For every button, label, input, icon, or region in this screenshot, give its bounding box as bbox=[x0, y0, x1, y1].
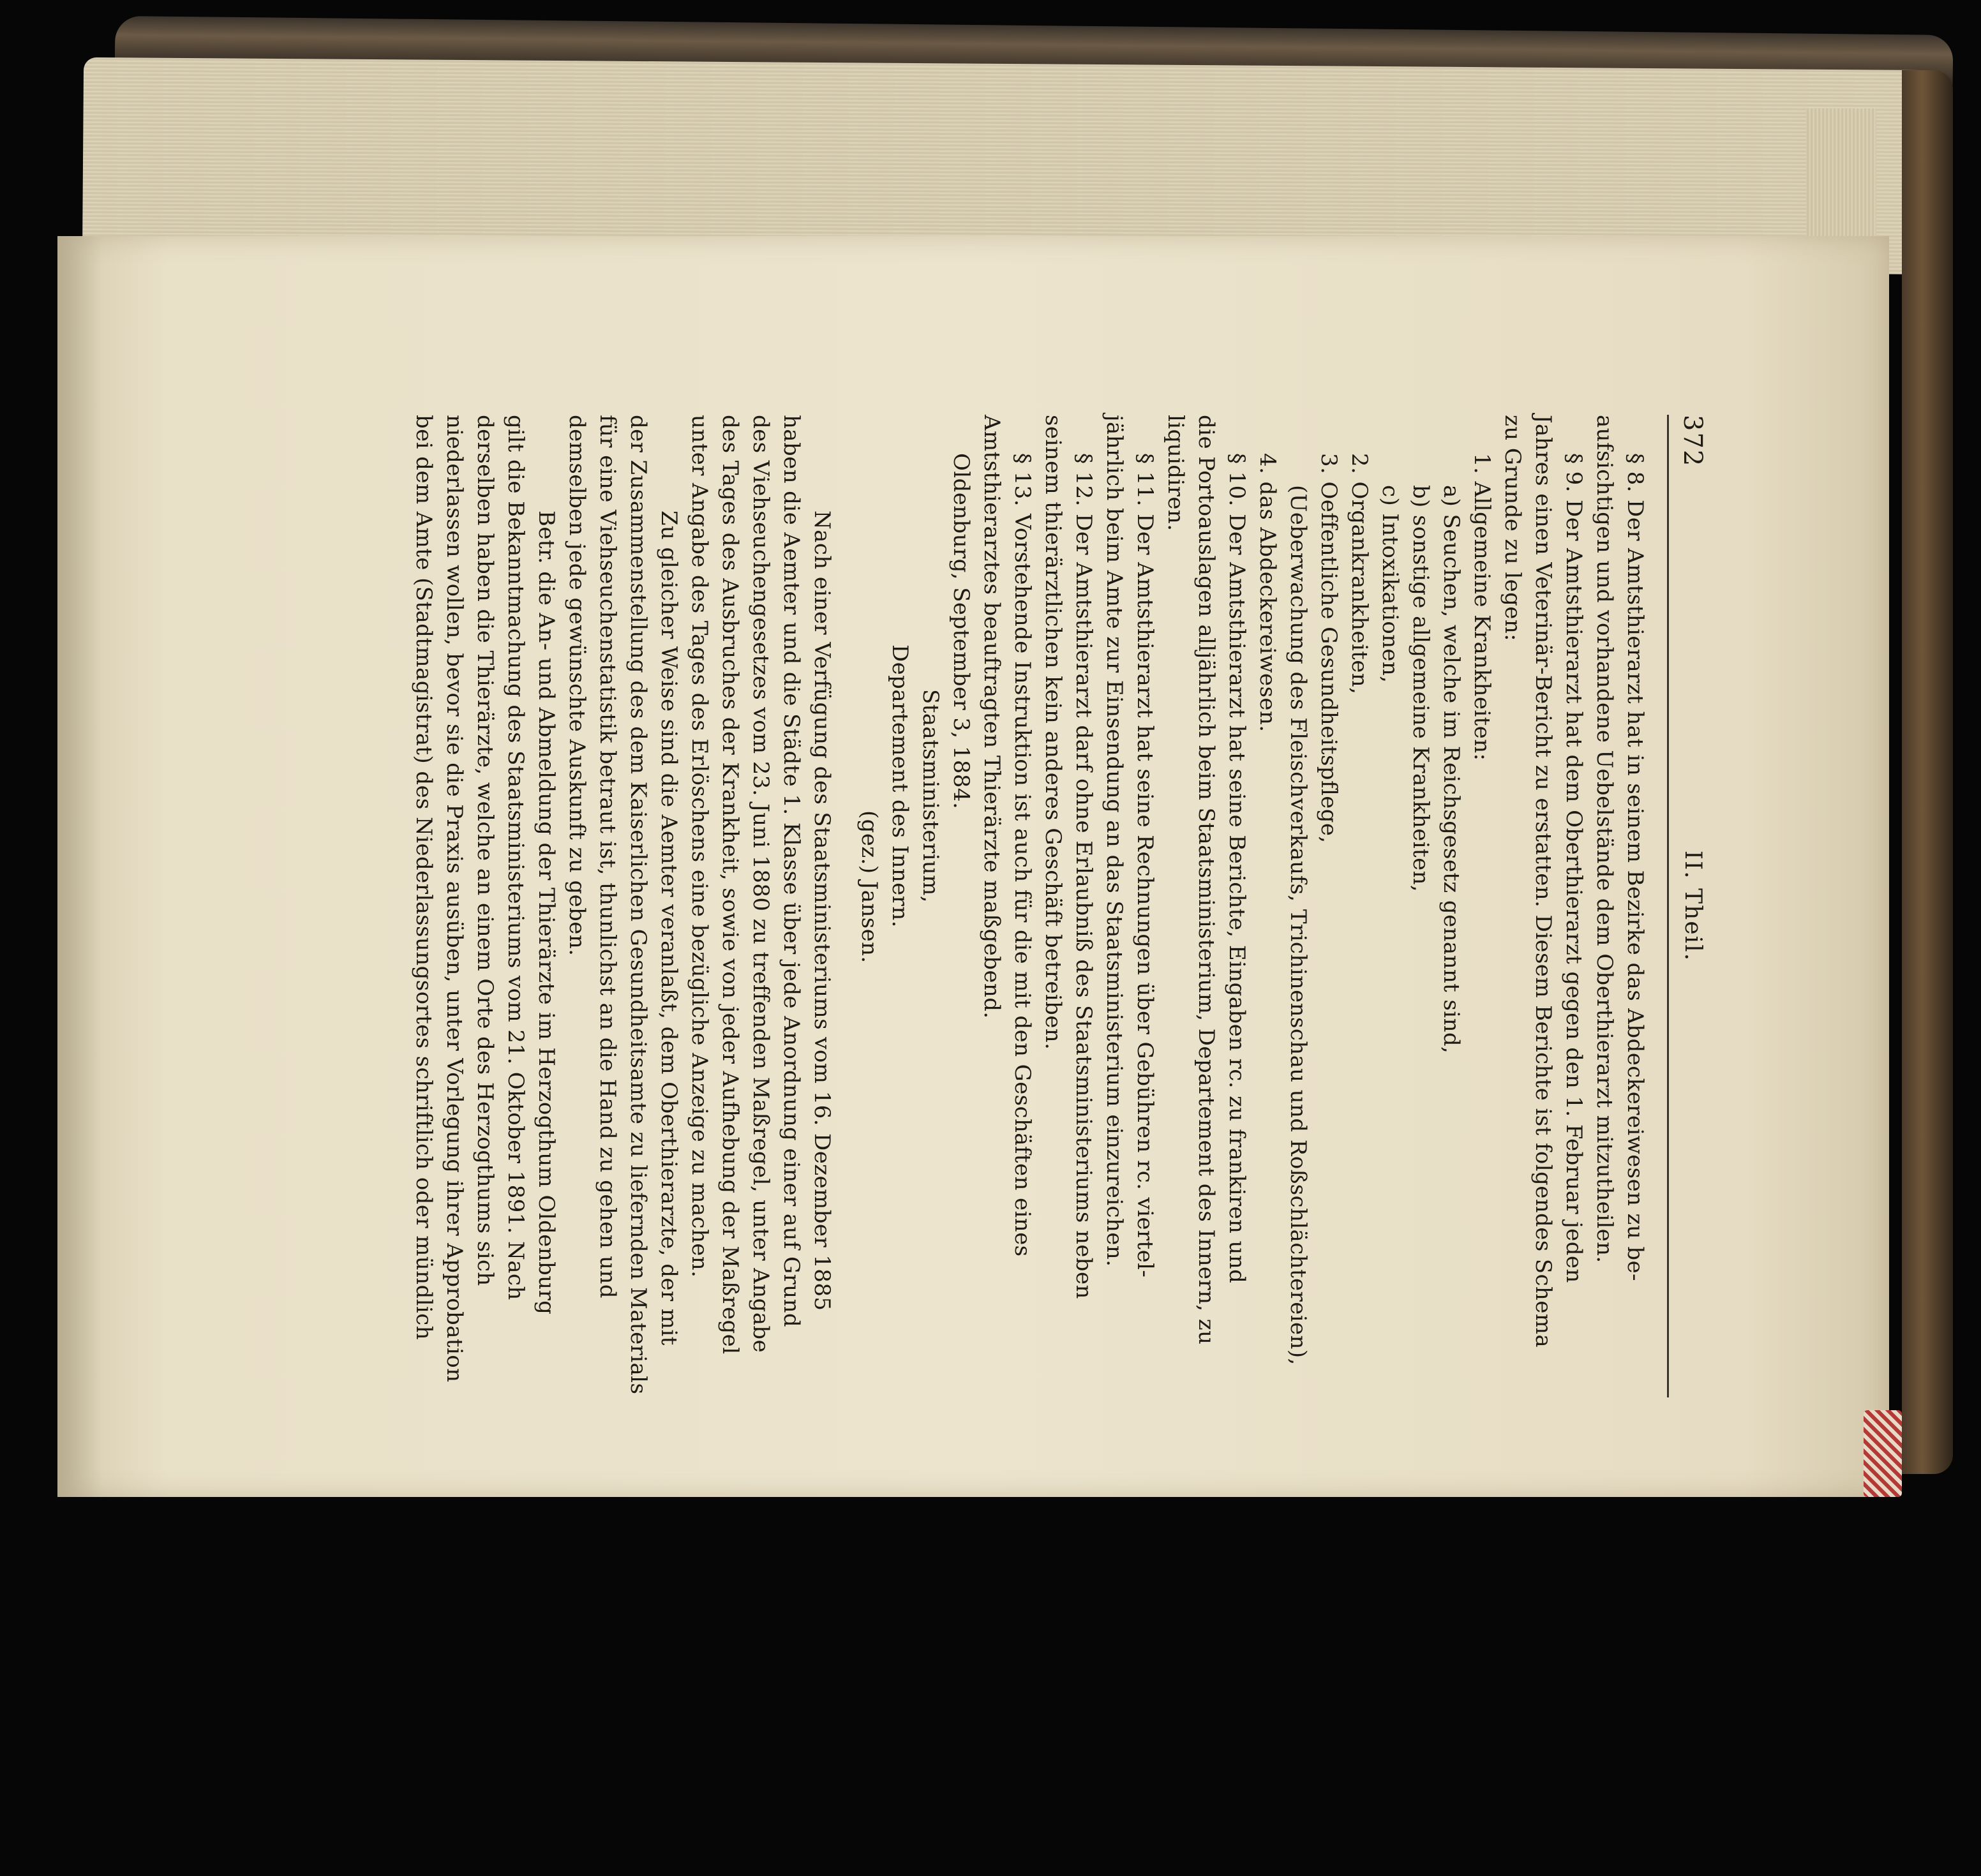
text-line: jährlich beim Amte zur Einsendung an das Staatsministerium einzureichen. bbox=[1102, 415, 1127, 1267]
running-head bbox=[1667, 415, 1714, 1397]
text-line: Betr. die An- und Abmeldung der Thierärzte im Herzogthum Oldenburg bbox=[534, 510, 559, 1315]
text-line: § 8. Der Amtsthierarzt hat in seinem Bezirke das Abdeckereiwesen zu be- bbox=[1622, 453, 1648, 1281]
text-line: gilt die Bekanntmachung des Staatsministeriums vom 21. Oktober 1891. Nach bbox=[503, 415, 528, 1300]
text-line: 4. das Abdeckereiwesen. bbox=[1255, 453, 1280, 733]
text-line: a) Seuchen, welche im Reichsgesetz genannt sind, bbox=[1439, 485, 1464, 1054]
bookmark-ribbon bbox=[1864, 1410, 1902, 1497]
text-line: die Portoauslagen alljährlich beim Staatsministerium, Departement des Innern, zu bbox=[1193, 415, 1219, 1345]
page-text bbox=[252, 415, 1714, 1397]
signature-line: (gez.) Jansen. bbox=[856, 810, 882, 964]
text-line: bei dem Amte (Stadtmagistrat) des Niederlassungsortes schriftlich oder mündlich bbox=[411, 415, 437, 1340]
text-line: seinem thierärztlichen kein anderes Geschäft betreiben. bbox=[1040, 415, 1066, 1050]
text-line: § 10. Der Amtsthierarzt hat seine Berichte, Eingaben rc. zu frankiren und bbox=[1224, 453, 1250, 1284]
text-line: (Ueberwachung des Fleischverkaufs, Trichinenschau und Roßschlächtereien), bbox=[1285, 485, 1311, 1366]
text-line: 1. Allgemeine Krankheiten: bbox=[1469, 453, 1495, 761]
text-line: unter Angabe des Tages des Erlöschens eine bezügliche Anzeige zu machen. bbox=[687, 415, 712, 1278]
text-line: c) Intoxikationen, bbox=[1377, 485, 1403, 683]
page-number: 372 bbox=[1678, 415, 1707, 468]
text-line: derselben haben die Thierärzte, welche an einem Orte des Herzogthums sich bbox=[472, 415, 498, 1286]
rotated-text-frame bbox=[258, 415, 1714, 1876]
signature-line: Staatsministerium, bbox=[918, 689, 943, 903]
paragraph-spacer bbox=[837, 415, 854, 1397]
text-line: § 13. Vorstehende Instruktion ist auch für die mit den Geschäften eines bbox=[1010, 453, 1035, 1257]
text-line: für eine Viehseuchenstatistik betraut ist, thunlichst an die Hand zu gehen und bbox=[595, 415, 620, 1299]
text-line: Nach einer Verfügung des Staatsministeriums vom 16. Dezember 1885 bbox=[809, 510, 835, 1311]
text-line: Zu gleicher Weise sind die Aemter veranlaßt, dem Oberthierarzte, der mit bbox=[656, 510, 682, 1346]
text-line: Jahres einen Veterinär-Bericht zu erstatten. Diesem Berichte ist folgendes Schema bbox=[1530, 415, 1556, 1348]
text-line: § 9. Der Amtsthierarzt hat dem Oberthierarzt gegen den 1. Februar jeden bbox=[1561, 453, 1587, 1283]
text-line: Oldenburg, September 3, 1884. bbox=[948, 453, 974, 810]
text-line: demselben jede gewünschte Auskunft zu geben. bbox=[564, 415, 590, 957]
text-line: § 11. Der Amtsthierarzt hat seine Rechnungen über Gebühren rc. viertel- bbox=[1132, 453, 1158, 1278]
text-line: 3. Oeffentliche Gesundheitspflege, bbox=[1316, 453, 1342, 844]
page-gutter-shadow bbox=[57, 236, 102, 1497]
text-line: § 12. Der Amtsthierarzt darf ohne Erlaubniß des Staatsministeriums neben bbox=[1071, 453, 1096, 1299]
text-line: haben die Aemter und die Städte 1. Klasse über jede Anordnung einer auf Grund bbox=[779, 415, 804, 1328]
text-line: aufsichtigen und vorhandene Uebelstände dem Oberthierarzt mitzutheilen. bbox=[1592, 415, 1617, 1263]
signature-line: Departement des Innern. bbox=[887, 644, 913, 928]
text-line: niederlassen wollen, bevor sie die Praxis ausüben, unter Vorlegung ihrer Approbation bbox=[442, 415, 467, 1383]
book-cover-right bbox=[1902, 70, 1953, 1474]
text-line: des Viehseuchengesetzes vom 23. Juni 1880 zu treffenden Maßregel, unter Angabe bbox=[748, 415, 774, 1353]
text-line: b) sonstige allgemeine Krankheiten, bbox=[1408, 485, 1433, 893]
text-line: des Tages des Ausbruches der Krankheit, sowie von jeder Aufhebung der Maßregel bbox=[717, 415, 743, 1355]
text-line: liquidiren. bbox=[1163, 415, 1188, 532]
text-line: zu Grunde zu legen: bbox=[1500, 415, 1525, 641]
text-line: 2. Organkrankheiten, bbox=[1347, 453, 1372, 695]
text-line: Amtsthierarztes beauftragten Thierärzte maßgebend. bbox=[979, 415, 1005, 1019]
part-title: II. Theil. bbox=[1680, 850, 1706, 962]
text-line: der Zusammenstellung des dem Kaiserlichen Gesundheitsamte zu liefernden Materials bbox=[625, 415, 651, 1395]
